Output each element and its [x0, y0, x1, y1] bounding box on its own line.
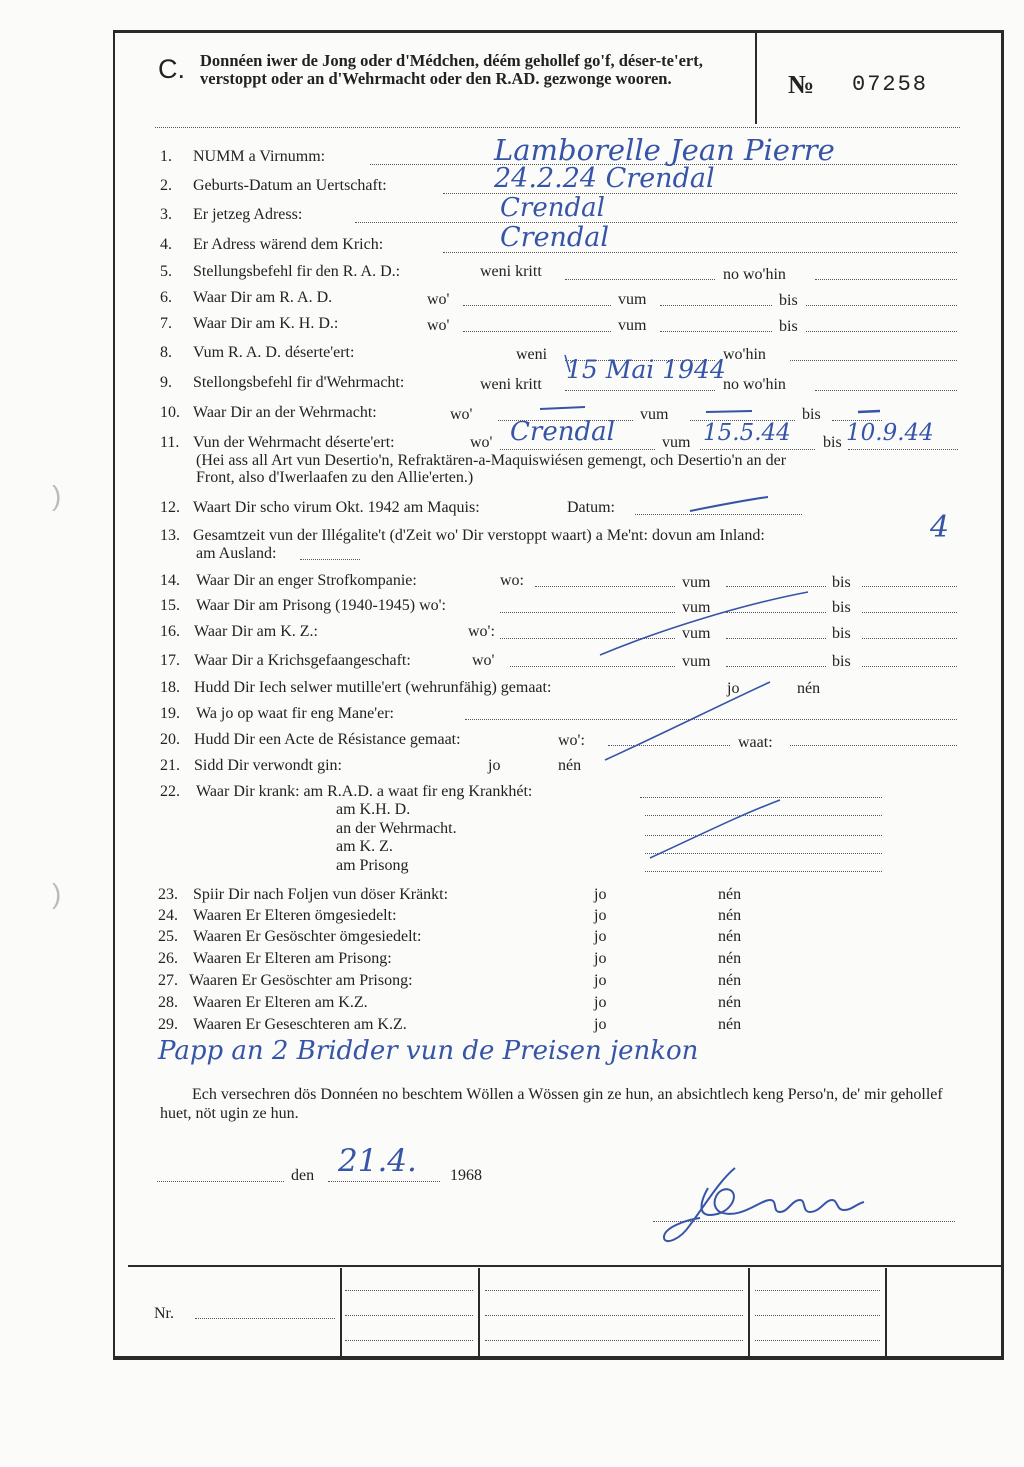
field-label: Waar Dir am K. H. D.:	[193, 315, 339, 332]
jo-option: jo	[594, 1016, 607, 1033]
wo-label: wo'	[427, 317, 450, 334]
jo-option: jo	[594, 928, 607, 945]
field-label: Stellungsbefehl fir den R. A. D.:	[193, 263, 401, 280]
jo-option: jo	[594, 907, 607, 924]
field-label: Waar Dir krank: am R.A.D. a waat fir eng Krankhét:	[196, 783, 533, 800]
weni-label: weni	[516, 346, 548, 363]
table-divider	[340, 1268, 342, 1356]
row-number: 22.	[160, 783, 180, 800]
date-value: 21.4.	[338, 1143, 417, 1179]
bis-label: bis	[832, 599, 851, 616]
row-number: 9.	[160, 374, 172, 391]
nen-option: nén	[718, 928, 742, 945]
field-label: Waar Dir an enger Strofkompanie:	[196, 572, 417, 589]
row-number: 16.	[160, 623, 180, 640]
sub-label: an der Wehrmacht.	[336, 820, 457, 837]
birth-value: 24.2.24 Crendal	[494, 163, 715, 194]
jo-option: jo	[488, 757, 501, 774]
wo-label: wo'	[450, 406, 473, 423]
table-divider	[478, 1268, 480, 1356]
name-value: Lamborelle Jean Pierre	[494, 133, 835, 167]
number-sign: №	[788, 70, 815, 99]
nen-option: nén	[718, 994, 742, 1011]
row-number: 23.	[158, 886, 178, 903]
row-number: 15.	[160, 597, 180, 614]
bis-label: bis	[802, 406, 821, 423]
row-number: 20.	[160, 731, 180, 748]
note-line: Front, also d'Iwerlaafen zu den Allie'erten.)	[196, 469, 474, 486]
row-number: 24.	[158, 907, 178, 924]
vum-label: vum	[682, 599, 711, 616]
field-label: Waart Dir scho virum Okt. 1942 am Maquis:	[193, 499, 480, 516]
form-number: 07258	[852, 72, 929, 97]
row-number: 26.	[158, 950, 178, 967]
nen-option: nén	[718, 886, 742, 903]
row-number: 18.	[160, 679, 180, 696]
row-number: 10.	[160, 404, 180, 421]
field-label: Spiir Dir nach Foljen vun döser Kränkt:	[193, 886, 449, 903]
vum-label: vum	[618, 317, 647, 334]
note-line: (Hei ass all Art vun Desertio'n, Refraktären-a-Maquiswiésen gemengt, och Desertio'n an der	[196, 452, 787, 469]
row-number: 28.	[158, 994, 178, 1011]
nen-option: nén	[718, 1016, 742, 1033]
nr-line	[195, 1318, 335, 1319]
wo-label: wo'	[427, 291, 450, 308]
field-label: Waaren Er Elteren am Prisong:	[193, 950, 392, 967]
row-number: 3.	[160, 206, 172, 223]
row-number: 21.	[160, 757, 180, 774]
waat-label: waat:	[738, 734, 773, 751]
ausland-label: am Ausland:	[196, 545, 277, 562]
field-label: Waaren Er Elteren ömgesiedelt:	[193, 907, 397, 924]
jo-option: jo	[594, 972, 607, 989]
desertion-place-value: Crendal	[510, 417, 615, 447]
weni-label: weni kritt	[480, 376, 542, 393]
nowohin-label: no wo'hin	[723, 266, 786, 283]
jo-option: jo	[594, 994, 607, 1011]
sub-label: am Prisong	[336, 857, 409, 874]
margin-mark: )	[52, 878, 62, 909]
vum-label: vum	[618, 291, 647, 308]
wo-label: wo'	[470, 434, 493, 451]
desertion-from-value: 15.5.44	[703, 420, 791, 446]
bis-label: bis	[832, 625, 851, 642]
table-line	[345, 1315, 473, 1316]
bis-label: bis	[779, 318, 798, 335]
row-number: 25.	[158, 928, 178, 945]
row-number: 12.	[160, 499, 180, 516]
field-label: Er Adress wärend dem Krich:	[193, 236, 384, 253]
wohin-label: wo'hin	[723, 346, 766, 363]
field-label: Vum R. A. D. déserte'ert:	[193, 344, 355, 361]
field-label: Waar Dir am K. Z.:	[194, 623, 318, 640]
vum-label: vum	[682, 625, 711, 642]
row-number: 5.	[160, 263, 172, 280]
row-number: 17.	[160, 652, 180, 669]
row-number: 6.	[160, 289, 172, 306]
section-letter: C.	[158, 54, 185, 84]
row-number: 29.	[158, 1016, 178, 1033]
vum-label: vum	[682, 653, 711, 670]
nen-option: nén	[718, 972, 742, 989]
vum-label: vum	[682, 574, 711, 591]
wo-label: wo':	[558, 732, 585, 749]
wo-label: wo:	[500, 572, 524, 589]
vum-label: vum	[640, 406, 669, 423]
handwritten-remark: Papp an 2 Bridder vun de Preisen jenkon	[158, 1036, 699, 1066]
field-label: Geburts-Datum an Uertschaft:	[193, 177, 387, 194]
table-divider	[748, 1268, 750, 1356]
table-line	[485, 1290, 743, 1291]
row-number: 1.	[160, 148, 172, 165]
jo-option: jo	[594, 950, 607, 967]
wo-label: wo':	[468, 623, 495, 640]
table-line	[755, 1315, 880, 1316]
row-number: 2.	[160, 177, 172, 194]
field-label: Er jetzeg Adress:	[193, 206, 303, 223]
table-line	[345, 1340, 473, 1341]
bis-label: bis	[823, 434, 842, 451]
jo-option: jo	[727, 680, 740, 697]
form-title: Donnéen iwer de Jong oder d'Médchen, déém gehollef go'f, déser-te'ert, verstoppt oder an d'Wehrmacht oder den R.AD. gezwonge wooren.	[200, 51, 703, 88]
field-label: Waar Dir am R. A. D.	[193, 289, 333, 306]
field-label: Waar Dir am Prisong (1940-1945) wo':	[196, 597, 446, 614]
field-label: NUMM a Virnumm:	[193, 148, 326, 165]
row-number: 27.	[158, 972, 178, 989]
bis-label: bis	[832, 574, 851, 591]
bis-label: bis	[832, 653, 851, 670]
field-label: Vun der Wehrmacht déserte'ert:	[193, 434, 395, 451]
field-label: Wa jo op waat fir eng Mane'er:	[196, 705, 394, 722]
row-number: 4.	[160, 236, 172, 253]
nen-option: nén	[718, 950, 742, 967]
row-number: 19.	[160, 705, 180, 722]
table-divider	[885, 1268, 887, 1356]
row-number: 7.	[160, 315, 172, 332]
nr-label: Nr.	[154, 1305, 174, 1322]
bottom-table	[128, 1265, 1004, 1357]
table-line	[755, 1340, 880, 1341]
wo-label: wo'	[472, 652, 495, 669]
field-label: Waaren Er Geseschteren am K.Z.	[193, 1016, 407, 1033]
table-line	[485, 1340, 743, 1341]
desertion-to-value: 10.9.44	[846, 420, 934, 446]
inland-months-value: 4	[930, 510, 950, 545]
field-label: Hudd Dir een Acte de Résistance gemaat:	[194, 731, 461, 748]
table-line	[485, 1315, 743, 1316]
field-label: Stellongsbefehl fir d'Wehrmacht:	[193, 374, 405, 391]
field-label: Waaren Er Gesöschter ömgesiedelt:	[193, 928, 422, 945]
field-label: Gesamtzeit vun der Illégalite't (d'Zeit wo' Dir verstoppt waart) a Me'nt: dovun am Inland:	[193, 527, 765, 544]
nen-option: nén	[718, 907, 742, 924]
field-label: Waar Dir a Krichsgefaangeschaft:	[194, 652, 411, 669]
den-label: den	[291, 1167, 315, 1184]
bis-label: bis	[779, 292, 798, 309]
war-address-value: Crendal	[500, 222, 609, 253]
table-line	[345, 1290, 473, 1291]
declaration-text: Ech versechren dös Donnéen no beschtem Wöllen a Wössen gin ze hun, an absichtlech keng Perso'n, de' mir gehollef huet, nöt ugin ze hun.	[160, 1086, 943, 1122]
row-number: 13.	[160, 527, 180, 544]
address-value: Crendal	[500, 193, 605, 223]
table-line	[755, 1290, 880, 1291]
datum-label: Datum:	[567, 499, 615, 516]
year-text: 1968	[450, 1167, 482, 1184]
field-label: Waar Dir an der Wehrmacht:	[193, 404, 377, 421]
row-number: 8.	[160, 344, 172, 361]
field-label: Waaren Er Gesöschter am Prisong:	[189, 972, 413, 989]
vum-label: vum	[662, 434, 691, 451]
nen-option: nén	[797, 680, 821, 697]
weni-label: weni kritt	[480, 263, 542, 280]
sub-label: am K. Z.	[336, 838, 393, 855]
margin-mark: )	[52, 480, 62, 511]
stellungsbefehl-date-value: 15 Mai 1944	[566, 355, 726, 384]
nowohin-label: no wo'hin	[723, 376, 786, 393]
field-label: Hudd Dir Iech selwer mutille'ert (wehrunfähig) gemaat:	[194, 679, 552, 696]
jo-option: jo	[594, 886, 607, 903]
field-label: Sidd Dir verwondt gin:	[194, 757, 342, 774]
row-number: 14.	[160, 572, 180, 589]
nen-option: nén	[558, 757, 582, 774]
sub-label: am K.H. D.	[336, 801, 411, 818]
row-number: 11.	[160, 434, 180, 451]
field-label: Waaren Er Elteren am K.Z.	[193, 994, 368, 1011]
